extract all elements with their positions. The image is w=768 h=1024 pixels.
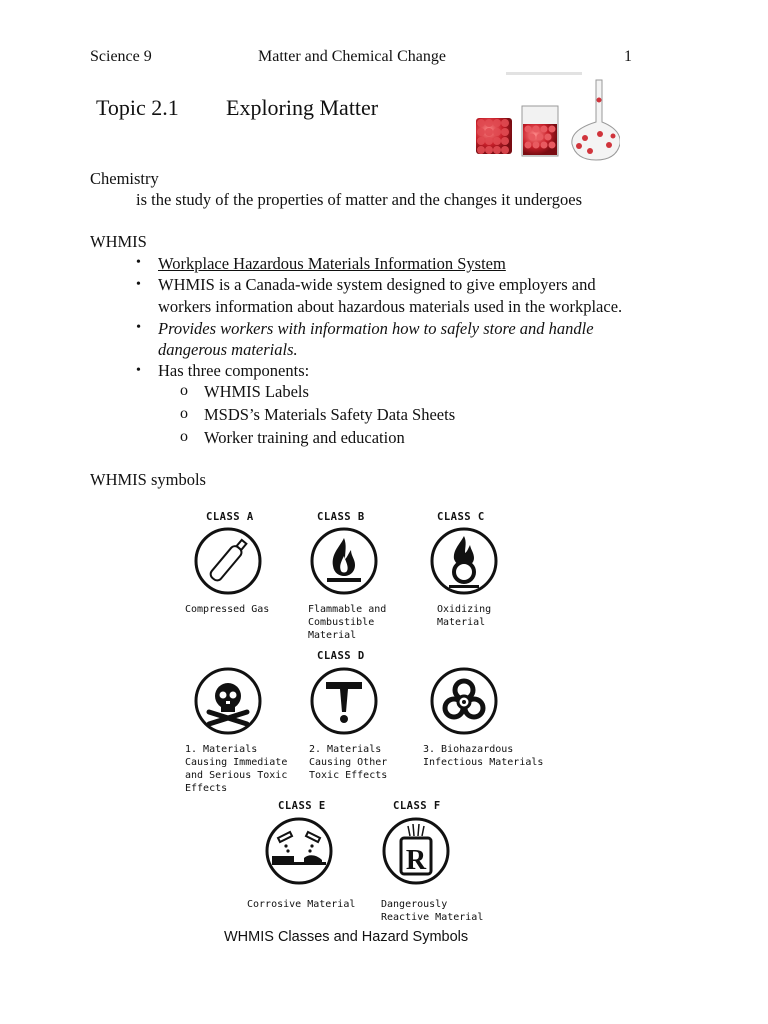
- class-a-label: CLASS A: [206, 511, 254, 523]
- whmis-symbols-heading: WHMIS symbols: [90, 470, 206, 489]
- flame-icon: [309, 526, 379, 596]
- toxic-t-icon: [309, 666, 379, 736]
- class-f-label: CLASS F: [393, 800, 441, 812]
- whmis-heading: WHMIS: [90, 232, 147, 251]
- component-msds: MSDS’s Materials Safety Data Sheets: [204, 405, 456, 424]
- reactive-r-icon: [381, 816, 451, 886]
- chemistry-definition: is the study of the properties of matter and the changes it undergoes: [136, 190, 582, 209]
- corrosive-icon: [264, 816, 334, 886]
- compressed-gas-icon: [193, 526, 263, 596]
- image-credit-line: [506, 72, 582, 75]
- course-label: Science 9: [90, 48, 152, 65]
- bullet-dot: •: [136, 363, 141, 378]
- bullet-dot: •: [136, 320, 141, 335]
- svg-text:R: R: [405, 845, 427, 876]
- sub-bullet-marker: o: [180, 428, 188, 445]
- class-c-label: CLASS C: [437, 511, 485, 523]
- bullet-dot: •: [136, 255, 141, 270]
- component-training: Worker training and education: [204, 428, 405, 447]
- caption-reactive: Dangerously Reactive Material: [381, 899, 484, 923]
- caption-biohazardous: 3. Biohazardous Infectious Materials: [423, 744, 544, 768]
- topic-number: Topic 2.1: [96, 95, 179, 120]
- whmis-description-line2: workers information about hazardous materials used in the workplace.: [158, 297, 623, 316]
- topic-title: Exploring Matter: [226, 95, 379, 120]
- caption-compressed-gas: Compressed Gas: [185, 604, 270, 615]
- whmis-purpose-line1: Provides workers with information how to safely store and handle: [158, 319, 594, 338]
- class-d-label: CLASS D: [317, 650, 365, 662]
- class-b-label: CLASS B: [317, 511, 365, 523]
- caption-other-toxic: 2. Materials Causing Other Toxic Effects: [309, 744, 388, 781]
- caption-flammable: Flammable and Combustible Material: [308, 604, 387, 641]
- whmis-components-intro: Has three components:: [158, 361, 310, 380]
- class-e-label: CLASS E: [278, 800, 326, 812]
- liquid-beaker-spheres: [522, 106, 558, 156]
- whmis-description-line1: WHMIS is a Canada-wide system designed to give employers and: [158, 275, 596, 294]
- bullet-dot: •: [136, 277, 141, 292]
- page-number: 1: [624, 48, 632, 65]
- whmis-purpose-line2: dangerous materials.: [158, 340, 298, 359]
- matter-spheres-illustration: [470, 72, 620, 164]
- gas-flask-spheres: [572, 80, 620, 160]
- caption-corrosive: Corrosive Material: [247, 899, 356, 910]
- sub-bullet-marker: o: [180, 382, 188, 399]
- whmis-full-name: Workplace Hazardous Materials Information System: [158, 254, 506, 273]
- component-labels: WHMIS Labels: [204, 382, 309, 401]
- biohazard-icon: [429, 666, 499, 736]
- flame-over-circle-icon: [429, 526, 499, 596]
- caption-immediate-toxic: 1. Materials Causing Immediate and Serious Toxic Effects: [185, 744, 288, 794]
- sub-bullet-marker: o: [180, 405, 188, 422]
- chemistry-term: Chemistry: [90, 169, 159, 188]
- figure-caption: WHMIS Classes and Hazard Symbols: [224, 929, 469, 945]
- unit-title: Matter and Chemical Change: [258, 48, 446, 65]
- solid-cube-spheres: [476, 118, 512, 154]
- skull-crossbones-icon: [193, 666, 263, 736]
- caption-oxidizing: Oxidizing Material: [437, 604, 492, 628]
